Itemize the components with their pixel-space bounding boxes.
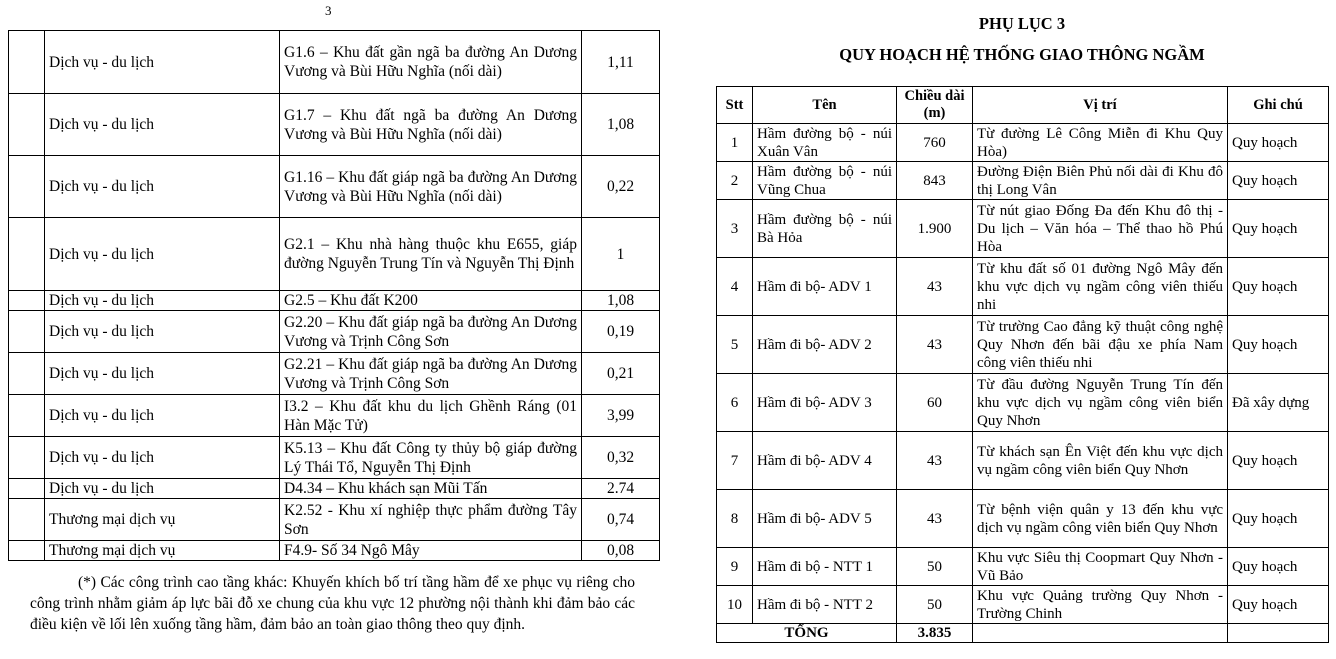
type-cell: Dịch vụ - du lịch bbox=[45, 291, 280, 311]
table-row bbox=[9, 541, 660, 561]
header-location: Vị trí bbox=[973, 87, 1228, 124]
location-cell: Đường Điện Biên Phủ nối dài đi Khu đô thị Long Vân bbox=[973, 162, 1228, 200]
table-row bbox=[9, 479, 660, 499]
type-cell: Dịch vụ - du lịch bbox=[45, 31, 280, 94]
value-cell: 1,11 bbox=[582, 31, 660, 94]
appendix-subtitle: QUY HOẠCH HỆ THỐNG GIAO THÔNG NGẦM bbox=[839, 45, 1205, 64]
location-cell: Từ đầu đường Nguyễn Trung Tín đến khu vực dịch vụ ngầm công viên biển Quy Nhơn bbox=[973, 374, 1228, 432]
type-cell: Dịch vụ - du lịch bbox=[45, 353, 280, 395]
value-cell: 0,21 bbox=[582, 353, 660, 395]
stt-cell: 9 bbox=[717, 548, 753, 586]
table-row bbox=[9, 156, 660, 218]
type-cell: Dịch vụ - du lịch bbox=[45, 479, 280, 499]
length-cell: 50 bbox=[897, 586, 973, 624]
index-cell bbox=[9, 437, 45, 479]
total-label: TỔNG bbox=[717, 624, 897, 643]
note-cell: Quy hoạch bbox=[1228, 316, 1329, 374]
value-cell: 1,08 bbox=[582, 94, 660, 156]
type-cell: Thương mại dịch vụ bbox=[45, 541, 280, 561]
type-cell: Dịch vụ - du lịch bbox=[45, 437, 280, 479]
location-cell: G2.20 – Khu đất giáp ngã ba đường An Dương Vương và Trịnh Công Sơn bbox=[280, 311, 582, 353]
location-cell: G2.1 – Khu nhà hàng thuộc khu E655, giáp đường Nguyễn Trung Tín và Nguyễn Thị Định bbox=[280, 218, 582, 291]
underground-transport-table bbox=[716, 86, 1329, 643]
underground-parking-table bbox=[8, 30, 660, 561]
footnote bbox=[30, 572, 635, 635]
type-cell: Dịch vụ - du lịch bbox=[45, 94, 280, 156]
name-cell: Hầm đi bộ- ADV 1 bbox=[753, 258, 897, 316]
index-cell bbox=[9, 31, 45, 94]
value-cell: 1 bbox=[582, 218, 660, 291]
location-cell: G1.7 – Khu đất ngã ba đường An Dương Vương và Bùi Hữu Nghĩa (nối dài) bbox=[280, 94, 582, 156]
total-row bbox=[717, 624, 1329, 643]
index-cell bbox=[9, 156, 45, 218]
note-cell: Quy hoạch bbox=[1228, 258, 1329, 316]
location-cell: G1.6 – Khu đất gần ngã ba đường An Dương Vương và Bùi Hữu Nghĩa (nối dài) bbox=[280, 31, 582, 94]
index-cell bbox=[9, 94, 45, 156]
value-cell: 0,74 bbox=[582, 499, 660, 541]
value-cell: 1,08 bbox=[582, 291, 660, 311]
table-row bbox=[9, 353, 660, 395]
note-cell: Quy hoạch bbox=[1228, 586, 1329, 624]
type-cell: Dịch vụ - du lịch bbox=[45, 156, 280, 218]
header-note: Ghi chú bbox=[1228, 87, 1329, 124]
location-cell: Từ trường Cao đẳng kỹ thuật công nghệ Quy Nhơn đến bãi đậu xe phía Nam công viên thiếu nhi bbox=[973, 316, 1228, 374]
value-cell: 0,32 bbox=[582, 437, 660, 479]
length-cell: 760 bbox=[897, 124, 973, 162]
note-cell: Quy hoạch bbox=[1228, 124, 1329, 162]
note-cell: Quy hoạch bbox=[1228, 490, 1329, 548]
index-cell bbox=[9, 499, 45, 541]
table-row bbox=[717, 548, 1329, 586]
value-cell: 0,08 bbox=[582, 541, 660, 561]
length-cell: 43 bbox=[897, 258, 973, 316]
length-cell: 60 bbox=[897, 374, 973, 432]
value-cell: 0,19 bbox=[582, 311, 660, 353]
length-cell: 843 bbox=[897, 162, 973, 200]
table-row bbox=[717, 124, 1329, 162]
length-cell: 43 bbox=[897, 490, 973, 548]
total-value: 3.835 bbox=[897, 624, 973, 643]
length-cell: 43 bbox=[897, 432, 973, 490]
table-row bbox=[9, 94, 660, 156]
location-cell: Từ khu đất số 01 đường Ngô Mây đến khu vực dịch vụ ngầm công viên thiếu nhi bbox=[973, 258, 1228, 316]
name-cell: Hầm đi bộ- ADV 4 bbox=[753, 432, 897, 490]
name-cell: Hầm đường bộ - núi Vũng Chua bbox=[753, 162, 897, 200]
stt-cell: 4 bbox=[717, 258, 753, 316]
table-row bbox=[717, 490, 1329, 548]
stt-cell: 2 bbox=[717, 162, 753, 200]
location-cell: Từ nút giao Đống Đa đến Khu đô thị - Du lịch – Văn hóa – Thể thao hồ Phú Hòa bbox=[973, 200, 1228, 258]
location-cell: K5.13 – Khu đất Công ty thủy bộ giáp đường Lý Thái Tổ, Nguyễn Thị Định bbox=[280, 437, 582, 479]
page-number: 3 bbox=[325, 3, 332, 18]
location-cell: Từ bệnh viện quân y 13 đến khu vực dịch vụ ngầm công viên biển Quy Nhơn bbox=[973, 490, 1228, 548]
note-cell: Quy hoạch bbox=[1228, 432, 1329, 490]
location-cell: Khu vực Quảng trường Quy Nhơn - Trường Chinh bbox=[973, 586, 1228, 624]
table-row bbox=[9, 437, 660, 479]
location-cell: G1.16 – Khu đất giáp ngã ba đường An Dương Vương và Bùi Hữu Nghĩa (nối dài) bbox=[280, 156, 582, 218]
location-cell: Từ đường Lê Công Miễn đi Khu Quy Hòa) bbox=[973, 124, 1228, 162]
stt-cell: 7 bbox=[717, 432, 753, 490]
table-row bbox=[9, 395, 660, 437]
index-cell bbox=[9, 479, 45, 499]
type-cell: Dịch vụ - du lịch bbox=[45, 218, 280, 291]
stt-cell: 3 bbox=[717, 200, 753, 258]
name-cell: Hầm đi bộ- ADV 2 bbox=[753, 316, 897, 374]
name-cell: Hầm đi bộ- ADV 5 bbox=[753, 490, 897, 548]
location-cell: I3.2 – Khu đất khu du lịch Ghềnh Ráng (01 Hàn Mặc Tử) bbox=[280, 395, 582, 437]
index-cell bbox=[9, 541, 45, 561]
footnote-text: Các công trình cao tầng khác: Khuyến khích bố trí tầng hầm để xe phục vụ riêng cho công trình nhằm giảm áp lực bãi đỗ xe chung của khu vực 12 phường nội thành khi đảm bảo các điều kiện về lối lên xuống tầng hầm, đảm bảo an toàn giao thông theo quy định. bbox=[30, 574, 635, 633]
note-cell: Quy hoạch bbox=[1228, 162, 1329, 200]
total-empty-location bbox=[973, 624, 1228, 643]
index-cell bbox=[9, 395, 45, 437]
index-cell bbox=[9, 291, 45, 311]
note-cell: Quy hoạch bbox=[1228, 200, 1329, 258]
location-cell: K2.52 - Khu xí nghiệp thực phẩm đường Tây Sơn bbox=[280, 499, 582, 541]
table-row bbox=[717, 200, 1329, 258]
name-cell: Hầm đi bộ - NTT 1 bbox=[753, 548, 897, 586]
location-cell: Khu vực Siêu thị Coopmart Quy Nhơn - Vũ Bảo bbox=[973, 548, 1228, 586]
appendix-title: PHỤ LỤC 3 bbox=[978, 14, 1066, 33]
header-stt: Stt bbox=[717, 87, 753, 124]
header-length: Chiều dài (m) bbox=[897, 87, 973, 124]
stt-cell: 10 bbox=[717, 586, 753, 624]
table-row bbox=[9, 291, 660, 311]
location-cell: F4.9- Số 34 Ngô Mây bbox=[280, 541, 582, 561]
table-header-row bbox=[717, 87, 1329, 124]
table-row bbox=[717, 258, 1329, 316]
index-cell bbox=[9, 311, 45, 353]
name-cell: Hầm đi bộ- ADV 3 bbox=[753, 374, 897, 432]
value-cell: 3,99 bbox=[582, 395, 660, 437]
length-cell: 50 bbox=[897, 548, 973, 586]
stt-cell: 6 bbox=[717, 374, 753, 432]
total-empty-note bbox=[1228, 624, 1329, 643]
table-row bbox=[717, 432, 1329, 490]
header-name: Tên bbox=[753, 87, 897, 124]
note-cell: Đã xây dựng bbox=[1228, 374, 1329, 432]
length-cell: 1.900 bbox=[897, 200, 973, 258]
stt-cell: 8 bbox=[717, 490, 753, 548]
name-cell: Hầm đi bộ - NTT 2 bbox=[753, 586, 897, 624]
location-cell: G2.5 – Khu đất K200 bbox=[280, 291, 582, 311]
table-row bbox=[9, 499, 660, 541]
index-cell bbox=[9, 353, 45, 395]
type-cell: Thương mại dịch vụ bbox=[45, 499, 280, 541]
index-cell bbox=[9, 218, 45, 291]
stt-cell: 5 bbox=[717, 316, 753, 374]
type-cell: Dịch vụ - du lịch bbox=[45, 395, 280, 437]
name-cell: Hầm đường bộ - núi Bà Hỏa bbox=[753, 200, 897, 258]
location-cell: D4.34 – Khu khách sạn Mũi Tấn bbox=[280, 479, 582, 499]
type-cell: Dịch vụ - du lịch bbox=[45, 311, 280, 353]
name-cell: Hầm đường bộ - núi Xuân Vân bbox=[753, 124, 897, 162]
value-cell: 2.74 bbox=[582, 479, 660, 499]
table-row bbox=[717, 316, 1329, 374]
length-cell: 43 bbox=[897, 316, 973, 374]
table-row bbox=[9, 218, 660, 291]
table-row bbox=[9, 311, 660, 353]
footnote-lead: (*) bbox=[78, 574, 97, 591]
table-row bbox=[717, 586, 1329, 624]
location-cell: Từ khách sạn Ên Việt đến khu vực dịch vụ ngầm công viên biển Quy Nhơn bbox=[973, 432, 1228, 490]
note-cell: Quy hoạch bbox=[1228, 548, 1329, 586]
table-row bbox=[717, 374, 1329, 432]
location-cell: G2.21 – Khu đất giáp ngã ba đường An Dương Vương và Trịnh Công Sơn bbox=[280, 353, 582, 395]
table-row bbox=[9, 31, 660, 94]
table-row bbox=[717, 162, 1329, 200]
value-cell: 0,22 bbox=[582, 156, 660, 218]
stt-cell: 1 bbox=[717, 124, 753, 162]
